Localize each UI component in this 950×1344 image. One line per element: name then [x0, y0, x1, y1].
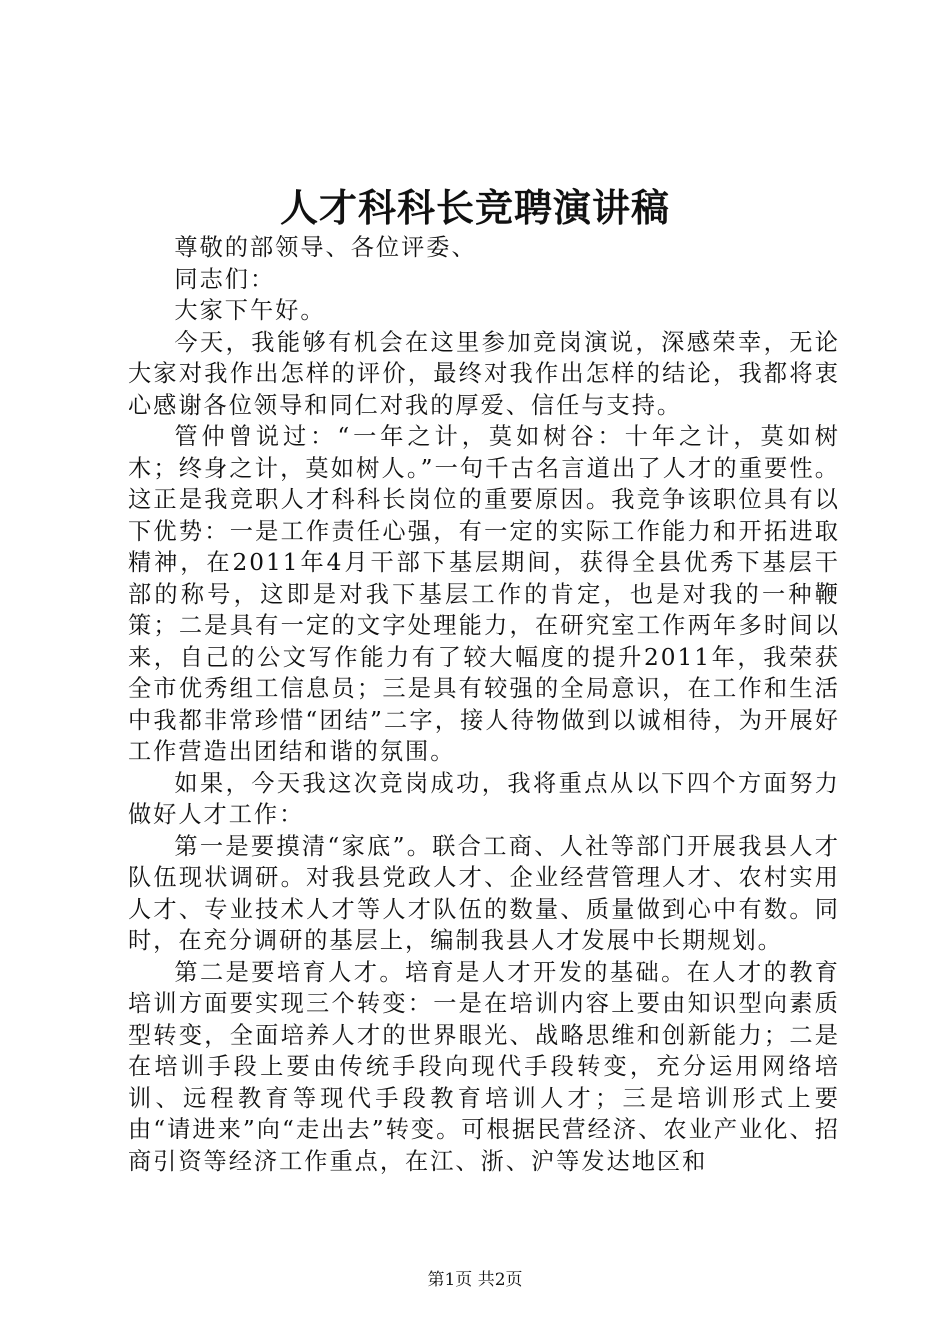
paragraph-opening: 今天，我能够有机会在这里参加竞岗演说，深感荣幸，无论大家对我作出怎样的评价，最终对我作出怎样的结论，我都将衷心感谢各位领导和同仁对我的厚爱、信任与支持。 [128, 328, 840, 419]
paragraph-salutation: 尊敬的部领导、各位评委、 [174, 234, 477, 261]
paragraph-advantages: 管仲曾说过：“一年之计，莫如树谷：十年之计，莫如树木；终身之计，莫如树人。”一句千古名言道出了人才的重要性。这正是我竞职人才科科长岗位的重要原因。我竞争该职位具有以下优势：一是工作责任心强，有一定的实际工作能力和开拓进取精神，在2011年4月干部下基层期间，获得全县优秀下基层干部的称号，这即是对我下基层工作的肯定，也是对我的一种鞭策；二是具有一定的文字处理能力，在研究室工作两年多时间以来，自己的公文写作能力有了较大幅度的提升2011年，我荣获全市优秀组工信息员；三是具有较强的全局意识，在工作和生活中我都非常珍惜“团结”二字，接人待物做到以诚相待，为开展好工作营造出团结和谐的氛围。 [128, 423, 840, 765]
paragraph-plan-intro: 如果，今天我这次竞岗成功，我将重点从以下四个方面努力做好人才工作： [128, 769, 840, 828]
page-number-footer: 第1页 共2页 [427, 1270, 523, 1290]
paragraph-plan-one: 第一是要摸清“家底”。联合工商、人社等部门开展我县人才队伍现状调研。对我县党政人才、企业经营管理人才、农村实用人才、专业技术人才等人才队伍的数量、质量做到心中有数。同时，在充分调研的基层上，编制我县人才发展中长期规划。 [128, 832, 840, 954]
document-body [128, 232, 840, 1177]
paragraph-salutation-comrades: 同志们： [174, 265, 276, 293]
document-title: 人才科科长竞聘演讲稿 [279, 185, 670, 230]
paragraph-plan-two: 第二是要培育人才。培育是人才开发的基础。在人才的教育培训方面要实现三个转变：一是在培训内容上要由知识型向素质型转变，全面培养人才的世界眼光、战略思维和创新能力；二是在培训手段上要由传统手段向现代手段转变，充分运用网络培训、远程教育等现代手段教育培训人才；三是培训形式上要由“请进来”向“走出去”转变。可根据民营经济、农业产业化、招商引资等经济工作重点，在江、浙、沪等发达地区和 [128, 958, 840, 1175]
paragraph-greeting: 大家下午好。 [174, 297, 326, 324]
